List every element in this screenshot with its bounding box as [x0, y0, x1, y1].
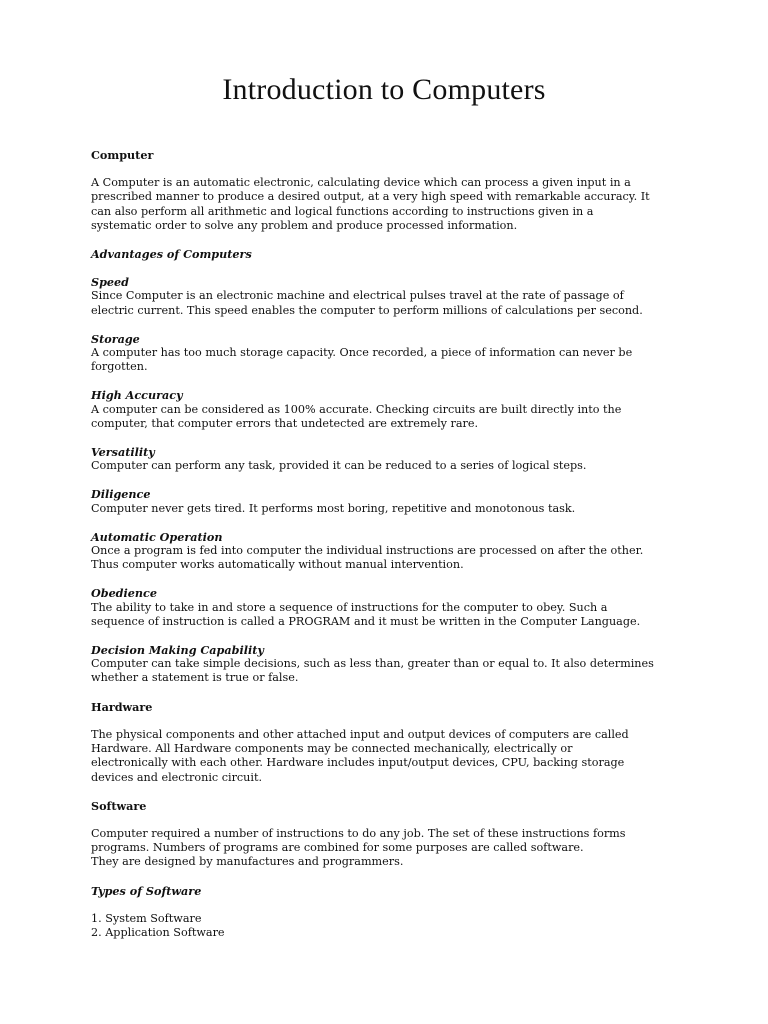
paragraph-line: whether a statement is true or false.: [91, 671, 299, 685]
subheading-versatility: Versatility: [91, 445, 155, 460]
page-title: Introduction to Computers: [222, 73, 546, 106]
paragraph-line: Computer never gets tired. It performs most boring, repetitive and monotonous task.: [91, 501, 576, 515]
section-heading-software: Software: [91, 798, 147, 813]
paragraph-line: A computer can be considered as 100% accurate. Checking circuits are built directly into the: [91, 402, 622, 416]
paragraph-line: sequence of instruction is called a PROGRAM and it must be written in the Computer Language.: [91, 614, 641, 628]
paragraph-line: devices and electronic circuit.: [91, 770, 263, 784]
paragraph-line: The physical components and other attached input and output devices of computers are called: [91, 727, 629, 741]
paragraph-line: forgotten.: [91, 360, 148, 374]
list-item: 2. Application Software: [91, 925, 225, 939]
subheading-diligence: Diligence: [91, 487, 151, 502]
paragraph-line: They are designed by manufactures and programmers.: [91, 855, 404, 869]
subheading-speed: Speed: [91, 275, 129, 290]
paragraph-line: Computer can take simple decisions, such as less than, greater than or equal to. It also determines: [91, 657, 654, 671]
paragraph-line: Once a program is fed into computer the individual instructions are processed on after the other.: [91, 544, 644, 558]
section-heading-hardware: Hardware: [91, 699, 153, 714]
list-item: 1. System Software: [91, 911, 202, 925]
paragraph-line: programs. Numbers of programs are combined for some purposes are called software.: [91, 841, 584, 855]
paragraph-line: Computer required a number of instructions to do any job. The set of these instructions forms: [91, 826, 626, 840]
paragraph-line: Hardware. All Hardware components may be connected mechanically, electrically or: [91, 742, 573, 756]
paragraph-line: can also perform all arithmetic and logical functions according to instructions given in a: [91, 204, 594, 218]
paragraph-line: prescribed manner to produce a desired output, at a very high speed with remarkable accuracy. It: [91, 190, 650, 204]
paragraph-line: electronically with each other. Hardware includes input/output devices, CPU, backing storage: [91, 756, 625, 770]
subheading-high-accuracy: High Accuracy: [91, 388, 183, 403]
section-heading-advantages: Advantages of Computers: [91, 247, 252, 262]
section-heading-types-of-software: Types of Software: [91, 883, 202, 898]
paragraph-line: computer, that computer errors that undetected are extremely rare.: [91, 416, 479, 430]
subheading-decision-making: Decision Making Capability: [91, 643, 264, 658]
paragraph-line: Computer can perform any task, provided it can be reduced to a series of logical steps.: [91, 459, 587, 473]
paragraph-line: A Computer is an automatic electronic, calculating device which can process a given input in a: [91, 176, 631, 190]
subheading-automatic-operation: Automatic Operation: [91, 529, 223, 544]
subheading-storage: Storage: [91, 331, 140, 346]
paragraph-line: Since Computer is an electronic machine and electrical pulses travel at the rate of passage of: [91, 289, 624, 303]
paragraph-line: systematic order to solve any problem and produce processed information.: [91, 218, 518, 232]
subheading-obedience: Obedience: [91, 586, 157, 601]
paragraph-line: electric current. This speed enables the computer to perform millions of calculations per second.: [91, 303, 643, 317]
paragraph-line: The ability to take in and store a sequence of instructions for the computer to obey. Such a: [91, 600, 608, 614]
section-heading-computer: Computer: [91, 148, 154, 162]
document-body: [91, 148, 691, 940]
paragraph-line: Thus computer works automatically without manual intervention.: [91, 558, 464, 572]
paragraph-line: A computer has too much storage capacity. Once recorded, a piece of information can never be: [91, 346, 633, 360]
